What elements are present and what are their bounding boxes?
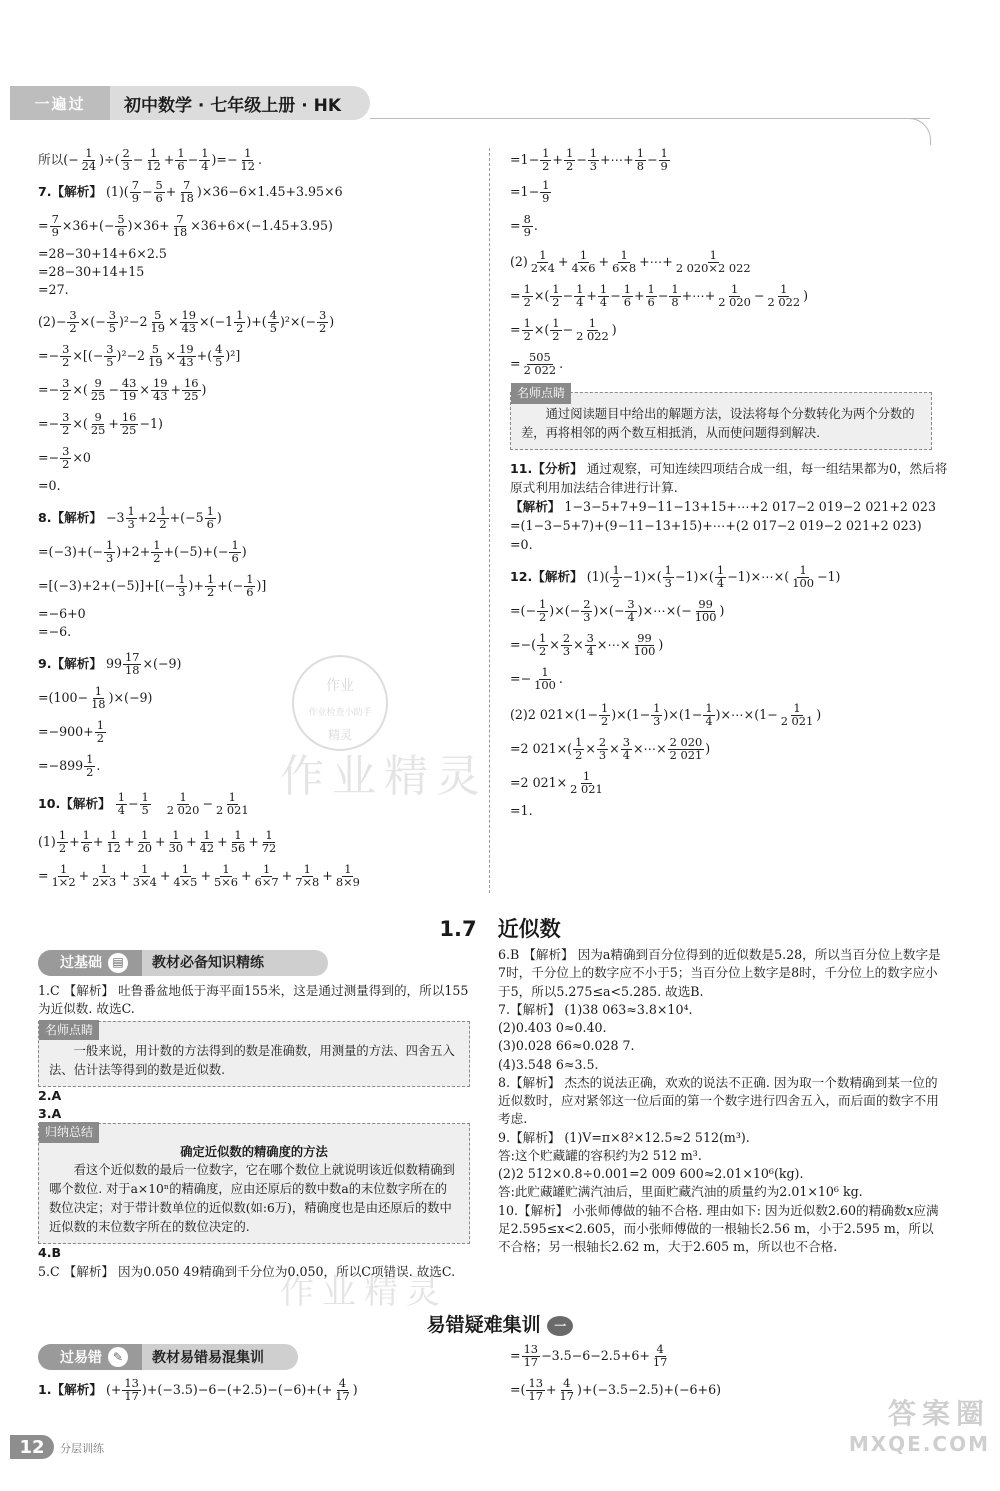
q10-label: 10.【解析】 <box>38 795 111 811</box>
q12-label: 12.【解析】 <box>510 568 583 584</box>
tip-tag-3: 归纳总结 <box>39 1122 99 1143</box>
bottom-left-column <box>38 1344 478 1412</box>
tip-box-summary <box>38 1123 470 1244</box>
q10-line-2: (1) $\frac{1}{2}$ + $\frac{1}{6}$ + $\frac{1}{12}$ + $\frac{1}{20}$ + $\frac{1}{30}$ + $\frac{1}{42}$ + $\frac{1}{56}$ + $\frac{1}{72}$ <box>38 828 277 855</box>
answer-9d: 答:此贮藏罐贮满汽油后，里面贮藏汽油的质量约为2.01×10⁶ kg. <box>498 1184 863 1200</box>
q10-line-3: = $\frac{1}{1\times 2}$ + $\frac{1}{2\times 3}$ + $\frac{1}{3\times 4}$ + $\frac{1}{4\times 5}$ + $\frac{1}{5\times 6}$ + $\frac{1}{6\times 7}$ + $\frac{1}{7\times 8}$ + $\frac{1}{8\times 9}$ <box>38 862 360 889</box>
q12-line-2: =(− $\frac{1}{2}$ )×(− $\frac{2}{3}$ )×(− $\frac{3}{4}$ )×⋯×(− $\frac{99}{100}$ ) <box>510 596 725 624</box>
r-line-7: = $\frac{505}{2 022}$ . <box>510 350 564 377</box>
footer-label: 分层训练 <box>60 1442 104 1455</box>
q8-line-4: =−6+0 <box>38 606 86 621</box>
right-column <box>510 148 950 823</box>
book-title: 初中数学 · 七年级上册 · HK <box>124 95 341 116</box>
q12-line-4: =− $\frac{1}{100}$ . <box>510 664 563 692</box>
q8-line-1: 8.【解析】 −3 $\frac{1}{3}$ +2 $\frac{1}{2}$ +(−5 $\frac{1}{6}$ ) <box>38 504 222 531</box>
bottom-q1-line: 1.【解析】 (+ $\frac{13}{17}$ )+(−3.5)−6−(+2.5)−(−6)+(+ $\frac{4}{17}$ ) <box>38 1376 358 1403</box>
bottom-r-line-2: =( $\frac{13}{17}$ + $\frac{4}{17}$ )+(−3.5−2.5)+(−6+6) <box>510 1376 721 1403</box>
answer-9c: (2)2 512×0.8÷0.001=2 009 600≈2.01×10⁶(kg). <box>498 1166 804 1181</box>
page-number: 12 <box>10 1435 54 1459</box>
q7-line-5: =27. <box>38 282 69 297</box>
watermark-text: 作业精灵 <box>280 751 488 802</box>
answer-8: 8.【解析】 杰杰的说法正确，欢欢的说法不正确. 因为取一个数精确到某一位的近似数时，应对紧邻这一位后面的第一个数字进行四舍五入，而后面的数字不用考虑. <box>498 1074 939 1127</box>
answer-2: 2.A <box>38 1087 62 1103</box>
q11-line-1: 1−3−5+7+9−11−13+15+⋯+2 017−2 019−2 021+2 023 <box>564 498 936 514</box>
q7-line-7: =− $\frac{3}{2}$ ×[(− $\frac{3}{5}$ )²−2 $\frac{5}{19}$ × $\frac{19}{43}$ +( $\frac{4}{5}$ )²] <box>38 342 241 369</box>
answer-9a: 9.【解析】 (1)V=π×8²×12.5≈2 512(m³). <box>498 1129 750 1145</box>
header-rule-curve <box>900 118 931 145</box>
header-rule <box>370 118 930 119</box>
q9-line-4: =−899 $\frac{1}{2}$ . <box>38 752 101 779</box>
q7-line-9: =− $\frac{3}{2}$ ×( $\frac{9}{25}$ + $\frac{16}{25}$ −1) <box>38 410 163 437</box>
q7-line-8: =− $\frac{3}{2}$ ×( $\frac{9}{25}$ − $\frac{43}{19}$ × $\frac{19}{43}$ + $\frac{16}{25}$ ) <box>38 376 207 403</box>
answer-7a: 7.【解析】 (1)38 063≈3.8×10⁴. <box>498 1001 693 1017</box>
r-line-6: = $\frac{1}{2}$ ×( $\frac{1}{2}$ − $\frac{1}{2 022}$ ) <box>510 316 617 343</box>
tip-title-3: 确定近似数的精确度的方法 <box>180 1144 328 1160</box>
q7-line-10: =− $\frac{3}{2}$ ×0 <box>38 444 91 471</box>
error-training-badge: 一 <box>547 1316 573 1336</box>
band-errors-subtitle: 教材易错易混集训 <box>152 1350 264 1366</box>
q11-label: 11.【分析】 <box>510 461 583 477</box>
r-line-5: = $\frac{1}{2}$ ×( $\frac{1}{2}$ − $\frac{1}{4}$ + $\frac{1}{4}$ − $\frac{1}{6}$ + $\frac{1}{6}$ − $\frac{1}{8}$ +⋯+ $\frac{1}{2 020}$ − $\frac{1}{2 022}$ ) <box>510 282 808 309</box>
tip-tag: 名师点睛 <box>511 383 571 404</box>
q7-line-11: =0. <box>38 478 61 493</box>
tip-text: 通过阅读题目中给出的解题方法，设法将每个分数转化为两个分数的差，再将相邻的两个数互相抵消，从而使问题得到解决. <box>521 407 915 441</box>
band-basics <box>38 950 328 976</box>
book-icon: ▤ <box>108 953 128 973</box>
r-line-1: =1− $\frac{1}{2}$ + $\frac{1}{2}$ − $\frac{1}{3}$ +⋯+ $\frac{1}{8}$ − $\frac{1}{9}$ <box>510 146 668 173</box>
q9-line-2: =(100− $\frac{1}{18}$ )×(−9) <box>38 684 153 711</box>
q8-line-3: =[(−3)+2+(−5)]+[(− $\frac{1}{3}$ )+ $\frac{1}{2}$ +(− $\frac{1}{6}$ )] <box>38 572 267 599</box>
answer-7c: (3)0.028 66≈0.028 7. <box>498 1038 635 1054</box>
left-column <box>38 148 478 898</box>
r-line-3: = $\frac{8}{9}$ . <box>510 212 538 239</box>
answer-5: 5.C 【解析】 因为0.050 49精确到千分位为0.050，所以C项错误. 故选C. <box>38 1263 456 1279</box>
answer-6: 6.B 【解析】 因为a精确到百分位得到的近似数是5.28，所以当百分位上数字是7时，千分位上的数字应不小于5；当百分位上数字是8时，千分位上的数字应小于5，所以5.275≤a<5.285. 故选B. <box>498 947 941 999</box>
band-errors-label: 过易错 <box>60 1350 102 1366</box>
q12-line-6: =2 021×( $\frac{1}{2}$ × $\frac{2}{3}$ × $\frac{3}{4}$ ×⋯× $\frac{2 020}{2 021}$ ) <box>510 734 711 762</box>
stamp-text-1: 作业 <box>326 678 354 694</box>
q7-line-2: = $\frac{7}{9}$ ×36+(− $\frac{5}{6}$ )×36+ $\frac{7}{18}$ ×36+6×(−1.45+3.95) <box>38 212 333 239</box>
error-training-title-text: 易错疑难集训 <box>426 1314 541 1336</box>
answer-3: 3.A <box>38 1105 62 1121</box>
tip-box-2 <box>38 1021 470 1087</box>
q11-block <box>510 460 950 554</box>
corner-watermark-2: MXQE.COM <box>848 1432 990 1456</box>
q7-line-1: 7.【解析】 (1)( $\frac{7}{9}$ − $\frac{5}{6}$ + $\frac{7}{18}$ )×36−6×1.45+3.95×6 <box>38 178 343 205</box>
answer-1: 1.C 【解析】 吐鲁番盆地低于海平面155米，这是通过测量得到的，所以155为近似数. 故选C. <box>38 983 469 1017</box>
q8-line-2: =(−3)+(− $\frac{1}{3}$ )+2+ $\frac{1}{2}$ +(−5)+(− $\frac{1}{6}$ ) <box>38 538 247 565</box>
section-title: 1.7 近似数 <box>439 917 561 941</box>
band-errors <box>38 1344 298 1370</box>
band-basics-subtitle: 教材必备知识精练 <box>152 954 264 971</box>
q8-label: 8.【解析】 <box>38 509 102 525</box>
tip-text-3: 看这个近似数的最后一位数字，它在哪个数位上就说明该近似数精确到哪个数位. 对于a×10ⁿ的精确度，应由还原后的数中数a的末位数字所在的数位决定；对于带计数单位的近似数(如:6万)，精确度也是由还原后的数中近似数的末位数字所在的数位决定的. <box>49 1163 455 1235</box>
tip-box-famous-teacher <box>510 386 932 450</box>
bottom-q1-label: 1.【解析】 <box>38 1381 102 1397</box>
q11-analysis: 通过观察，可知连续四项结合成一组，每一组结果都为0，然后将原式利用加法结合律进行计算. <box>510 461 948 495</box>
solution-line: 所以(− $\frac{1}{24}$ )÷( $\frac{2}{3}$ − $\frac{1}{12}$ + $\frac{1}{6}$ − $\frac{1}{4}$ )=− $\frac{1}{12}$ . <box>38 146 263 173</box>
corner-watermark <box>820 1392 990 1456</box>
tip-tag-2: 名师点睛 <box>39 1020 99 1041</box>
tip-text-2: 一般来说，用计数的方法得到的数是准确数，用测量的方法、四舍五入法、估计法等得到的数是近似数. <box>49 1043 455 1077</box>
warning-icon: ✎ <box>108 1347 128 1367</box>
answer-4: 4.B <box>38 1245 62 1261</box>
answer-7b: (2)0.403 0≈0.40. <box>498 1020 607 1035</box>
q8-line-5: =−6. <box>38 624 72 639</box>
q12-line-1: 12.【解析】 (1)( $\frac{1}{2}$ −1)×( $\frac{1}{3}$ −1)×( $\frac{1}{4}$ −1)×⋯×( $\frac{1}{100}$ −1) <box>510 562 841 590</box>
q7-line-3: =28−30+14+6×2.5 <box>38 246 167 261</box>
q7-line-4: =28−30+14+15 <box>38 264 145 279</box>
page-header <box>10 86 370 120</box>
q9-label: 9.【解析】 <box>38 655 102 671</box>
r-line-4: (2) $\frac{1}{2\times 4}$ + $\frac{1}{4\times 6}$ + $\frac{1}{6\times 8}$ +⋯+ $\frac{1}{2 020\times 2 022}$ <box>510 248 751 275</box>
answer-9b: 答:这个贮藏罐的容积约为2 512 m³. <box>498 1147 702 1163</box>
q11-line-3: =0. <box>510 536 533 552</box>
column-divider <box>489 148 490 893</box>
r-line-2: =1− $\frac{1}{9}$ <box>510 178 550 205</box>
watermark-text-2: 作业精灵 <box>280 1272 448 1312</box>
q12-line-8: =1. <box>510 802 533 818</box>
error-training-title <box>0 1310 1000 1337</box>
lower-right-column <box>498 946 943 1256</box>
q9-line-1: 9.【解析】 99 $\frac{17}{18}$ ×(−9) <box>38 650 182 677</box>
answer-7d: (4)3.548 6≈3.5. <box>498 1056 599 1072</box>
q10-line-1: 10.【解析】 $\frac{1}{4}$ − $\frac{1}{5}$ $\frac{1}{2 020}$ − $\frac{1}{2 021}$ <box>38 790 249 817</box>
corner-watermark-1: 答案圈 <box>887 1397 990 1430</box>
q11-label-2: 【解析】 <box>510 498 561 514</box>
stamp-text-2: 作业检查小助手 <box>308 708 372 718</box>
answer-10: 10.【解析】 小张师傅做的轴不合格. 理由如下: 因为近似数2.60的精确数x应满足2.595≤x<2.605，而小张师傅做的一根轴长2.56 m，小于2.595 m，所以不合格；另一根轴长2.62 m，大于2.605 m，所以也不合格. <box>498 1202 939 1254</box>
q7-label: 7.【解析】 <box>38 183 102 199</box>
stamp-text-3: 精灵 <box>327 728 352 742</box>
q12-line-7: =2 021× $\frac{1}{2 021}$ <box>510 768 603 796</box>
q12-line-5: (2)2 021×(1− $\frac{1}{2}$ )×(1− $\frac{1}{3}$ )×(1− $\frac{1}{4}$ )×⋯×(1− $\frac{1}{2 021}$ ) <box>510 700 822 728</box>
brand-logo: 一遍过 <box>10 86 110 120</box>
q12-line-3: =−( $\frac{1}{2}$ × $\frac{2}{3}$ × $\frac{3}{4}$ ×⋯× $\frac{99}{100}$ ) <box>510 630 664 658</box>
bottom-r-line-1: = $\frac{13}{17}$ −3.5−6−2.5+6+ $\frac{4}{17}$ <box>510 1342 668 1369</box>
band-basics-label: 过基础 <box>60 954 102 971</box>
q9-line-3: =−900+ $\frac{1}{2}$ <box>38 718 104 745</box>
lower-left-column <box>38 950 478 1281</box>
q7-line-6: (2)− $\frac{3}{2}$ ×(− $\frac{3}{5}$ )²−2 $\frac{5}{19}$ × $\frac{19}{43}$ ×(−1 $\frac{1}{2}$ )+( $\frac{4}{5}$ )²×(− $\frac{3}{2}$ ) <box>38 308 335 335</box>
q11-line-2: =(1−3−5+7)+(9−11−13+15)+⋯+(2 017−2 019−2 021+2 023) <box>510 517 922 533</box>
